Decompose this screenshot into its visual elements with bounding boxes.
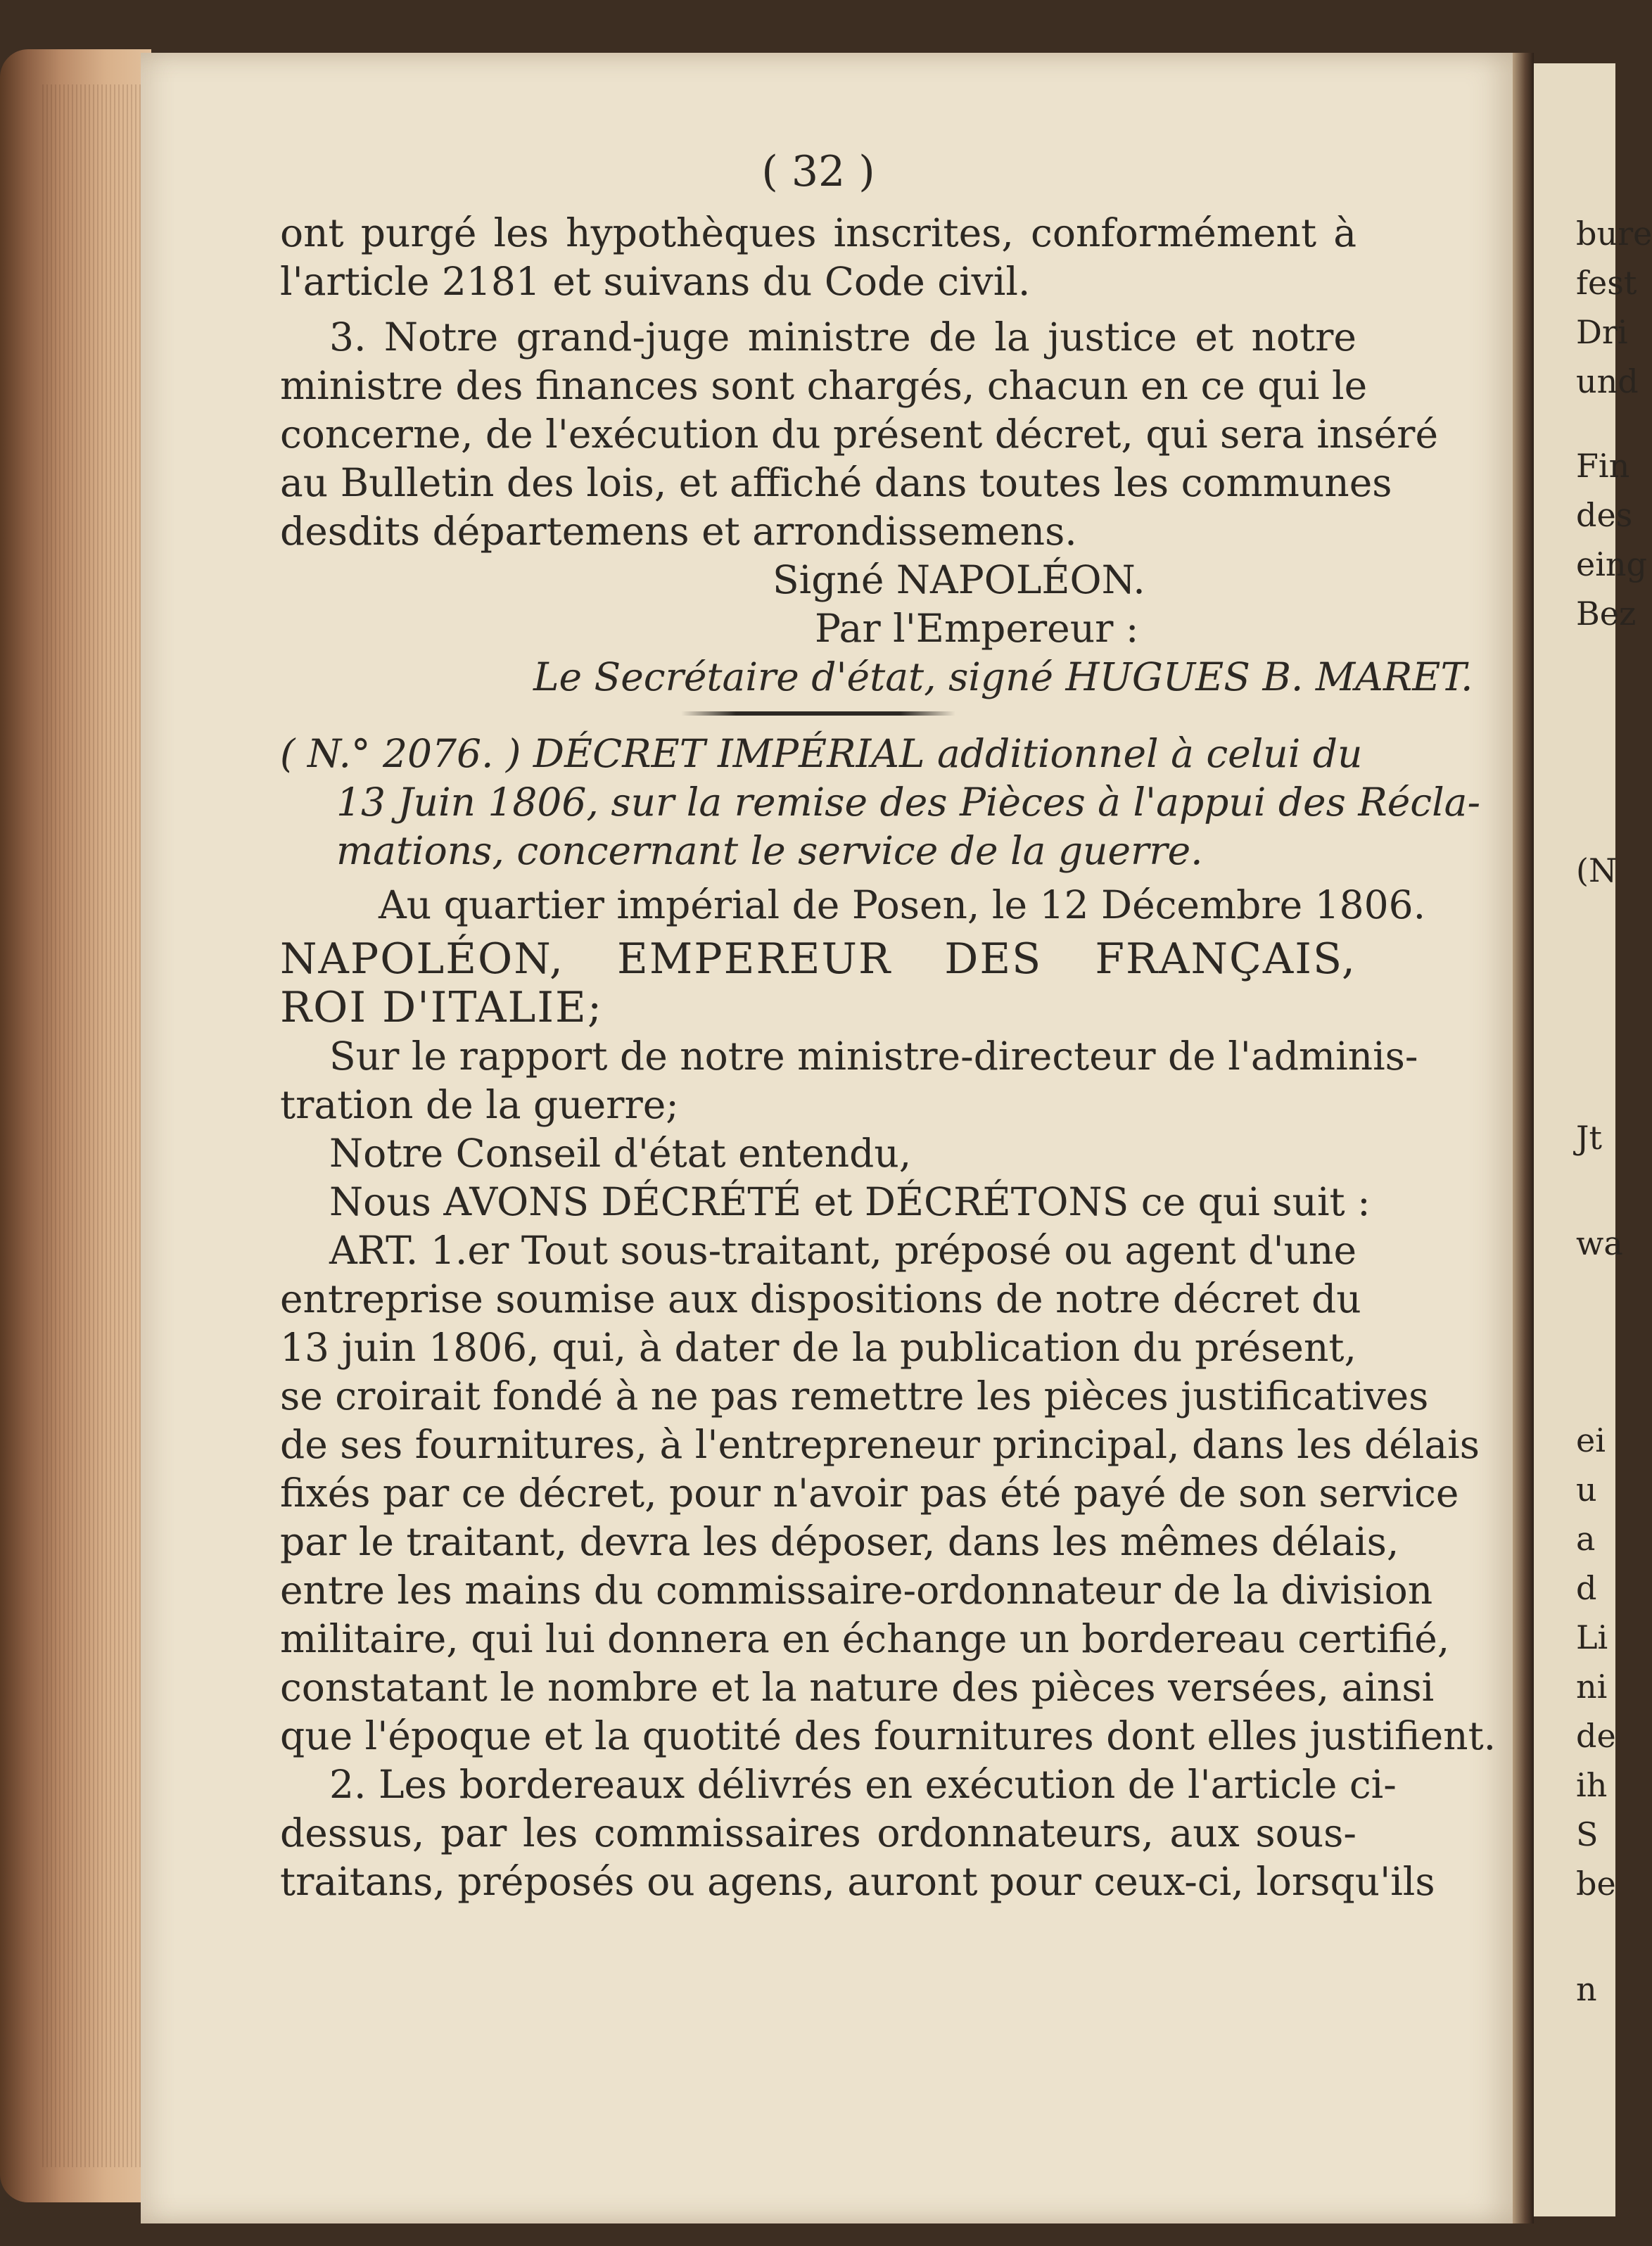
facing-word: (N	[1576, 851, 1618, 889]
place-date-line: Au quartier impérial de Posen, le 12 Décembre 1806.	[379, 882, 1426, 927]
article-line: se croirait fondé à ne pas remettre les pièces justificatives	[280, 1373, 1429, 1419]
page-text	[280, 144, 1497, 1906]
facing-word: Jt	[1576, 1119, 1602, 1157]
article-line: ART. 1.er Tout sous-traitant, préposé ou agent d'une	[329, 1228, 1356, 1273]
decree-title-line: 13 Juin 1806, sur la remise des Pièces à l'appui des Récla-	[336, 780, 1481, 825]
secretary-line: Le Secrétaire d'état, signé HUGUES B. MARET.	[533, 654, 1473, 699]
facing-word: Bez	[1576, 595, 1637, 633]
facing-word: Fin	[1576, 447, 1630, 485]
text-line: au Bulletin des lois, et affiché dans toutes les communes	[280, 460, 1392, 505]
article-line: 13 juin 1806, qui, à dater de la publication du présent,	[280, 1325, 1356, 1370]
signature-line: Signé NAPOLÉON.	[773, 557, 1145, 602]
emperor-title: ROI D'ITALIE;	[280, 983, 604, 1032]
facing-word: n	[1576, 1970, 1597, 2008]
page-number: ( 32 )	[761, 147, 875, 196]
article-line: de ses fournitures, à l'entrepreneur principal, dans les délais	[280, 1422, 1480, 1467]
article-line: fixés par ce décret, pour n'avoir pas été payé de son service	[280, 1471, 1459, 1516]
facing-word: wa	[1576, 1224, 1623, 1262]
facing-word: be	[1576, 1865, 1616, 1903]
decree-title-line: ( N.° 2076. ) DÉCRET IMPÉRIAL additionnel à celui du	[280, 731, 1363, 776]
facing-word: bure	[1576, 215, 1652, 253]
text-line: Notre Conseil d'état entendu,	[329, 1131, 912, 1176]
article-line: entre les mains du commissaire-ordonnateur de la division	[280, 1568, 1433, 1613]
facing-page-fragment	[1534, 63, 1652, 2216]
facing-word: ni	[1576, 1668, 1608, 1706]
article-line: militaire, qui lui donnera en échange un bordereau certifié,	[280, 1616, 1450, 1661]
facing-word: Li	[1576, 1618, 1608, 1656]
text-line: ministre des finances sont chargés, chacun en ce qui le	[280, 363, 1368, 408]
facing-word: fest	[1576, 264, 1637, 302]
facing-word: des	[1576, 496, 1633, 534]
emperor-title: NAPOLÉON, EMPEREUR DES FRANÇAIS,	[280, 934, 1356, 984]
text-line: Par l'Empereur :	[815, 606, 1139, 651]
facing-word: Dri	[1576, 313, 1628, 351]
text-line: tration de la guerre;	[280, 1082, 679, 1127]
article-line: constatant le nombre et la nature des pièces versées, ainsi	[280, 1665, 1435, 1710]
facing-word: eing	[1576, 545, 1648, 583]
article-line: 2. Les bordereaux délivrés en exécution de l'article ci-	[329, 1762, 1397, 1807]
facing-word: ih	[1576, 1766, 1608, 1804]
facing-word: u	[1576, 1471, 1597, 1509]
article-line: par le traitant, devra les déposer, dans les mêmes délais,	[280, 1519, 1399, 1564]
text-line: l'article 2181 et suivans du Code civil.	[280, 259, 1031, 304]
facing-word: de	[1576, 1717, 1616, 1755]
facing-word: und	[1576, 362, 1639, 400]
text-line: 3. Notre grand-juge ministre de la justice et notre	[329, 315, 1356, 360]
book-gutter	[1513, 53, 1534, 2223]
text-line: Nous AVONS DÉCRÉTÉ et DÉCRÉTONS ce qui suit :	[329, 1179, 1371, 1224]
text-line: ont purgé les hypothèques inscrites, conformément à	[280, 210, 1356, 255]
decree-title-line: mations, concernant le service de la guerre.	[336, 828, 1203, 873]
facing-word: ei	[1576, 1421, 1606, 1459]
article-line: que l'époque et la quotité des fournitures dont elles justifient.	[280, 1713, 1497, 1758]
page-edges-texture	[42, 84, 141, 2167]
text-line: Sur le rapport de notre ministre-directeur de l'adminis-	[329, 1034, 1418, 1079]
article-line: dessus, par les commissaires ordonnateurs, aux sous-	[280, 1810, 1356, 1855]
facing-word: S	[1576, 1815, 1599, 1853]
article-line: entreprise soumise aux dispositions de notre décret du	[280, 1276, 1361, 1321]
separator-rule	[681, 711, 955, 716]
facing-word: d	[1576, 1569, 1597, 1607]
article-line: traitans, préposés ou agens, auront pour ceux-ci, lorsqu'ils	[280, 1859, 1435, 1904]
facing-word: a	[1576, 1520, 1596, 1558]
text-line: desdits départemens et arrondissemens.	[280, 509, 1077, 554]
text-line: concerne, de l'exécution du présent décret, qui sera inséré	[280, 412, 1438, 457]
